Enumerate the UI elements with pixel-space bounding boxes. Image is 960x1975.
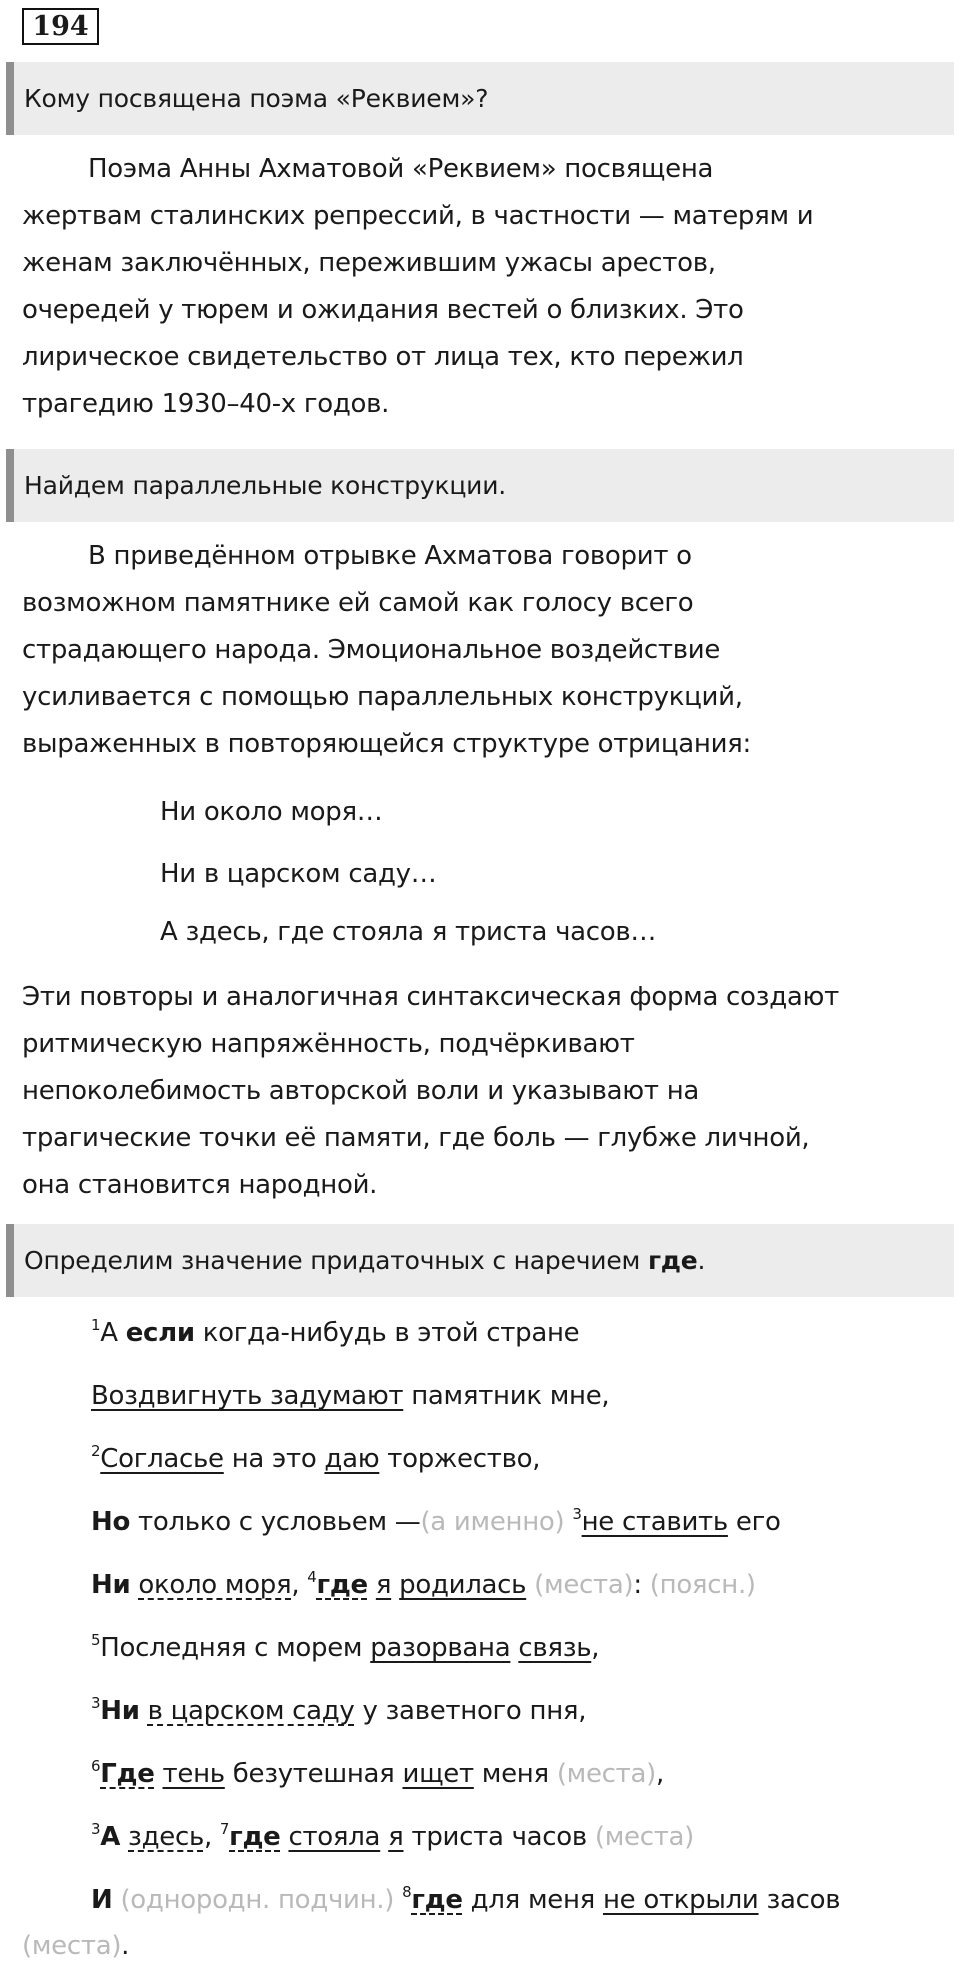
p1-line: очередей у тюрем и ожидания вестей о близких. Это <box>22 295 744 325</box>
clause-number: 3 <box>91 1820 101 1838</box>
predicate: даю <box>324 1444 380 1474</box>
text <box>394 1885 402 1915</box>
text: А <box>100 1318 126 1348</box>
poem-line-9 <box>91 1822 694 1852</box>
task-number: 194 <box>22 8 99 45</box>
text <box>120 1822 128 1852</box>
annotation: (а именно) <box>420 1507 573 1537</box>
text: Последняя с морем <box>100 1633 371 1663</box>
text: засов <box>758 1885 841 1915</box>
question-3-text-part: Определим значение придаточных с наречием <box>24 1246 648 1275</box>
subject: связь <box>518 1633 592 1663</box>
annotation: (места) <box>22 1931 122 1961</box>
predicate: ищет <box>402 1759 474 1789</box>
poem-line-11 <box>22 1931 129 1961</box>
poem-line-5 <box>91 1570 756 1600</box>
text: торжество, <box>379 1444 541 1474</box>
text: меня <box>473 1759 557 1789</box>
text: на это <box>223 1444 325 1474</box>
conjunction: А <box>100 1822 121 1852</box>
p1-line: женам заключённых, пережившим ужасы арестов, <box>22 248 716 278</box>
connective-word: где <box>229 1822 281 1852</box>
text <box>391 1570 399 1600</box>
p1-line: лирическое свидетельство от лица тех, кто пережил <box>22 342 744 372</box>
predicate: Воздвигнуть задумают <box>91 1381 404 1411</box>
p1-line: трагедию 1930–40-х годов. <box>22 389 390 419</box>
p3-line: ритмическую напряжённость, подчёркивают <box>22 1029 635 1059</box>
poem-line-1 <box>91 1318 579 1348</box>
question-3 <box>6 1224 954 1297</box>
p2-line: В приведённом отрывке Ахматова говорит о <box>88 541 692 571</box>
subject: я <box>388 1822 404 1852</box>
quote-line: А здесь, где стояла я триста часов… <box>160 917 657 947</box>
p3-line: трагические точки её памяти, где боль — глубже личной, <box>22 1123 810 1153</box>
answer-paragraph-2 <box>22 533 942 768</box>
text: . <box>121 1931 130 1961</box>
text <box>380 1822 388 1852</box>
clause-number: 1 <box>91 1316 101 1334</box>
poem-line-2 <box>91 1381 609 1411</box>
question-3-text-part: . <box>697 1246 706 1275</box>
conjunction: Ни <box>100 1696 140 1726</box>
text: , <box>203 1822 220 1852</box>
p2-line: выраженных в повторяющейся структуре отрицания: <box>22 729 751 759</box>
text: триста часов <box>403 1822 595 1852</box>
quote-line: Ни в царском саду… <box>160 859 437 889</box>
question-3-text <box>24 1246 705 1275</box>
question-2-text: Найдем параллельные конструкции. <box>24 471 507 500</box>
question-1 <box>6 62 954 135</box>
adverbial: около моря <box>138 1570 292 1600</box>
annotation: (поясн.) <box>649 1570 756 1600</box>
conjunction: Но <box>91 1507 131 1537</box>
text: , <box>591 1633 600 1663</box>
text <box>155 1759 163 1789</box>
clause-number: 3 <box>572 1505 582 1523</box>
conjunction: Ни <box>91 1570 131 1600</box>
poem-line-3 <box>91 1444 540 1474</box>
predicate: не открыли <box>602 1885 759 1915</box>
text: у заветного пня, <box>354 1696 587 1726</box>
annotation: (однородн. подчин.) <box>120 1885 395 1915</box>
clause-number: 4 <box>307 1568 317 1586</box>
subject: тень <box>162 1759 225 1789</box>
answer-paragraph-1 <box>22 146 942 428</box>
poem-line-7 <box>91 1696 586 1726</box>
question-1-text: Кому посвящена поэма «Реквием»? <box>24 84 489 113</box>
connective-word: где <box>316 1570 368 1600</box>
predicate: разорвана <box>370 1633 511 1663</box>
p3-line: она становится народной. <box>22 1170 378 1200</box>
quote-line: Ни около моря… <box>160 797 383 827</box>
predicate: не ставить <box>581 1507 728 1537</box>
annotation: (места) <box>526 1570 634 1600</box>
adverbial: в царском саду <box>147 1696 355 1726</box>
text <box>368 1570 376 1600</box>
p2-line: усиливается с помощью параллельных конструкций, <box>22 682 743 712</box>
text <box>140 1696 148 1726</box>
text: : <box>633 1570 650 1600</box>
adverbial: здесь <box>128 1822 204 1852</box>
poem-line-6 <box>91 1633 599 1663</box>
connective-word: где <box>411 1885 463 1915</box>
subject: Согласье <box>100 1444 224 1474</box>
p3-line: Эти повторы и аналогичная синтаксическая форма создают <box>22 982 839 1012</box>
connective-word: Где <box>100 1759 155 1789</box>
text: безутешная <box>224 1759 403 1789</box>
predicate: стояла <box>288 1822 381 1852</box>
text: для меня <box>462 1885 603 1915</box>
predicate: родилась <box>399 1570 527 1600</box>
p3-line: непоколебимость авторской воли и указывают на <box>22 1076 700 1106</box>
text: памятник мне, <box>403 1381 610 1411</box>
poem-line-10 <box>91 1885 840 1915</box>
p1-line: Поэма Анны Ахматовой «Реквием» посвящена <box>88 154 714 184</box>
annotation: (места) <box>594 1822 695 1852</box>
clause-number: 3 <box>91 1694 101 1712</box>
text: его <box>727 1507 781 1537</box>
clause-number: 6 <box>91 1757 101 1775</box>
clause-number: 7 <box>219 1820 230 1838</box>
answer-paragraph-3 <box>22 974 942 1209</box>
p1-line: жертвам сталинских репрессий, в частности — матерям и <box>22 201 814 231</box>
poem-line-4 <box>91 1507 781 1537</box>
question-2 <box>6 449 954 522</box>
text: , <box>655 1759 664 1789</box>
text: только с условьем — <box>130 1507 421 1537</box>
conjunction: И <box>91 1885 113 1915</box>
poem-line-8 <box>91 1759 664 1789</box>
conjunction: если <box>125 1318 195 1348</box>
text: когда-нибудь в этой стране <box>194 1318 580 1348</box>
annotation: (места) <box>556 1759 656 1789</box>
clause-number: 5 <box>91 1631 101 1649</box>
text: , <box>291 1570 308 1600</box>
p2-line: страдающего народа. Эмоциональное воздействие <box>22 635 721 665</box>
clause-number: 2 <box>91 1442 101 1460</box>
clause-number: 8 <box>402 1883 412 1901</box>
question-3-keyword: где <box>647 1246 698 1275</box>
subject: я <box>375 1570 392 1600</box>
p2-line: возможном памятнике ей самой как голосу всего <box>22 588 694 618</box>
